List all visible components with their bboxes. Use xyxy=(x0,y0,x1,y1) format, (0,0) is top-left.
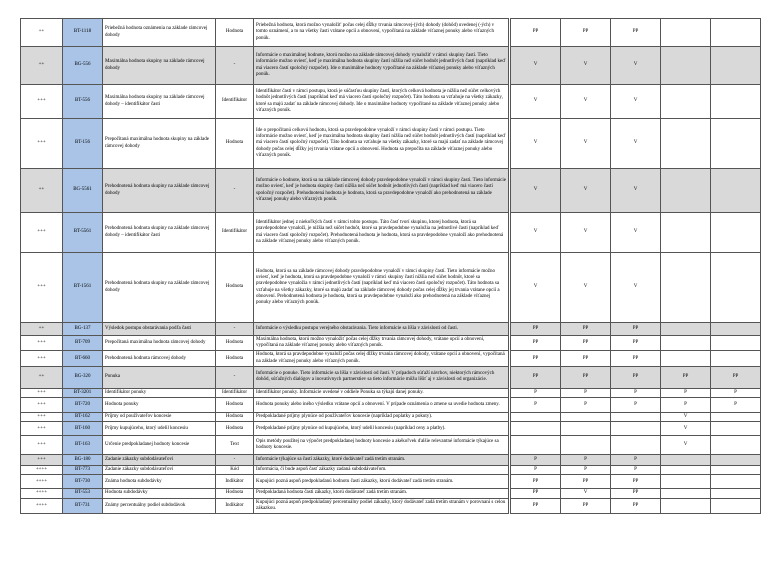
name-cell: Ponuka xyxy=(103,366,216,388)
type-cell: Hodnota xyxy=(216,351,254,366)
status-cell: PP xyxy=(561,336,611,351)
status-cell: PP xyxy=(611,323,661,336)
status-cell: V xyxy=(661,436,711,455)
id-cell: BT-162 xyxy=(63,413,103,422)
name-cell: Prepočítaná maximálna hodnota skupiny na základe rámcovej dohody xyxy=(103,119,216,169)
name-cell: Zadanie zákazky subdodávateľovi xyxy=(103,455,216,466)
description-cell: Informácie o výsledku postupu verejného obstarávania. Tieto informácie sa líšia v závislosti od časti. xyxy=(254,323,509,336)
status-cell: V xyxy=(561,47,611,85)
level-cell: +++ xyxy=(21,253,63,323)
name-cell: Prepočítaná maximálna hodnota rámcovej dohody xyxy=(103,336,216,351)
type-cell: Identifikátor xyxy=(216,388,254,397)
status-cell: PP xyxy=(611,351,661,366)
status-cell: V xyxy=(511,119,561,169)
type-cell: - xyxy=(216,366,254,388)
table-row xyxy=(21,498,761,513)
status-cell xyxy=(561,422,611,436)
id-cell: BT-773 xyxy=(63,466,103,475)
status-cell xyxy=(611,436,661,455)
id-cell: BT-163 xyxy=(63,436,103,455)
status-cell: V xyxy=(611,119,661,169)
type-cell: Hodnota xyxy=(216,422,254,436)
id-cell: BG-137 xyxy=(63,323,103,336)
status-cell: PP xyxy=(511,489,561,498)
status-cell: P xyxy=(511,388,561,397)
table-row xyxy=(21,47,761,85)
level-cell: +++ xyxy=(21,436,63,455)
status-cell: V xyxy=(511,253,561,323)
status-cell xyxy=(711,422,761,436)
table-row xyxy=(21,398,761,413)
description-cell: Hodnota ponuky alebo iného výsledku vrátane opcií a obnovení. V prípade oznámenia o zmene sa uvedie hodnota zmeny. xyxy=(254,398,509,413)
status-cell xyxy=(661,466,711,475)
description-cell: Predpokladaná hodnota časti zákazky, ktorú dodávateľ zadá tretím stranám. xyxy=(254,489,509,498)
status-cell: V xyxy=(511,169,561,213)
status-cell: PP xyxy=(611,475,661,489)
status-cell xyxy=(661,85,711,119)
table-row xyxy=(21,436,761,455)
status-cell xyxy=(711,85,761,119)
status-cell: P xyxy=(561,398,611,413)
description-cell: Predpokladané príjmy plynúce od kupujúceho, ktorý udelil koncesiu (napríklad ceny a platby). xyxy=(254,422,509,436)
description-cell: Kupujúci pozná aspoň predpokladaný percentuálny podiel zákazky, ktorý dodávateľ zadá tretím stranám v porovnaní s celou zákazkou. xyxy=(254,498,509,513)
status-cell xyxy=(661,213,711,253)
id-cell: BG-180 xyxy=(63,455,103,466)
type-cell: Text xyxy=(216,436,254,455)
type-cell: - xyxy=(216,47,254,85)
status-cell xyxy=(711,213,761,253)
level-cell: ++ xyxy=(21,169,63,213)
id-cell: BG-5561 xyxy=(63,169,103,213)
status-cell: P xyxy=(611,398,661,413)
id-cell: BT-660 xyxy=(63,351,103,366)
status-cell xyxy=(661,323,711,336)
level-cell: +++ xyxy=(21,388,63,397)
status-cell xyxy=(711,253,761,323)
description-cell: Identifikátor jednej z niekoľkých častí v rámci tohto postupu. Táto časť tvorí skupinu, ktorej hodnota, ktorá sa pravdepodobne vynaloží, je nižšia než súčet hodnôt, ktoré sa pravdepodobne vynaložia na jednotlivé časti (napríklad keď má viacero častí spoločný rozpočet). Prehodnotená hodnota je hodnota, ktorá sa pravdepodobne vynaloží ako prehodnotená na základe víťaznej ponuky alebo víťazných ponúk. xyxy=(254,213,509,253)
name-cell: Známa hodnota subdodávky xyxy=(103,475,216,489)
name-cell: Prehodnotená hodnota skupiny na základe rámcovej dohody xyxy=(103,253,216,323)
status-cell: V xyxy=(611,85,661,119)
level-cell: +++ xyxy=(21,398,63,413)
id-cell: BT-3201 xyxy=(63,388,103,397)
status-cell: PP xyxy=(511,498,561,513)
status-cell: P xyxy=(661,398,711,413)
name-cell: Prehodnotená hodnota skupiny na základe rámcovej dohody xyxy=(103,169,216,213)
table-row xyxy=(21,85,761,119)
document-page xyxy=(20,18,760,514)
type-cell: Hodnota xyxy=(216,19,254,47)
table-row xyxy=(21,422,761,436)
status-cell: V xyxy=(611,213,661,253)
level-cell: +++ xyxy=(21,351,63,366)
level-cell: ++++ xyxy=(21,498,63,513)
description-cell: Opis metódy použitej na výpočet predpokladanej hodnoty koncesie a akékoľvek ďalšie relevantné informácie týkajúce sa hodnoty koncesie. xyxy=(254,436,509,455)
requirements-table xyxy=(20,18,761,514)
table-body xyxy=(21,19,761,514)
status-cell: V xyxy=(561,253,611,323)
status-cell xyxy=(711,119,761,169)
status-cell: PP xyxy=(561,323,611,336)
status-cell: P xyxy=(511,398,561,413)
status-cell: PP xyxy=(561,475,611,489)
name-cell: Príjmy od používateľov koncesie xyxy=(103,413,216,422)
table-row xyxy=(21,323,761,336)
status-cell xyxy=(561,413,611,422)
description-cell: Ide o prepočítanú celkovú hodnotu, ktorá sa pravdepodobne vynaloží v rámci skupiny častí v rámci postupu. Tieto informácie možno uviesť, keď je maximálna hodnota skupiny častí nižšia než súčet hodnôt jednotlivých častí (napríklad keď má viacero častí spoločný rozpočet). Táto hodnota sa vzťahuje na všetky zákazky, ktoré sa majú zadať na základe rámcovej dohody počas celej dĺžky jej trvania vrátane opcií a obnovení. Hodnota sa prepočíta na základe víťaznej ponuky alebo víťazných ponúk. xyxy=(254,119,509,169)
level-cell: ++ xyxy=(21,366,63,388)
type-cell: Kód xyxy=(216,466,254,475)
status-cell: PP xyxy=(661,366,711,388)
description-cell: Kupujúci pozná aspoň predpokladanú hodnotu časti zákazky, ktorú dodávateľ zadá tretím stranám. xyxy=(254,475,509,489)
id-cell: BT-5561 xyxy=(63,213,103,253)
status-cell: P xyxy=(611,466,661,475)
status-cell: V xyxy=(661,413,711,422)
description-cell: Predpokladané príjmy plynúce od používateľov koncesie (napríklad poplatky a pokuty). xyxy=(254,413,509,422)
level-cell: +++ xyxy=(21,455,63,466)
status-cell: P xyxy=(711,398,761,413)
status-cell: PP xyxy=(511,336,561,351)
description-cell: Hodnota, ktorá sa na základe rámcovej dohody pravdepodobne vynaloží v rámci skupiny častí. Tieto informácie možno uviesť, keď je hodnota, ktorá sa pravdepodobne vynaloží v rámci skupiny častí nižšia než súčet hodnôt, ktoré sa pravdepodobne vynaložia v rámci jednotlivých častí (napríklad keď má viacero častí spoločný rozpočet). Táto hodnota sa vzťahuje na všetky zákazky, ktoré sa majú zadať na základe rámcovej dohody počas celej dĺžky jej trvania vrátane opcií a obnovení. Prehodnotená hodnota je hodnota, ktorá sa pravdepodobne vynaloží ako prehodnotená na základe víťaznej ponuky alebo víťazných ponúk. xyxy=(254,253,509,323)
name-cell: Prehodnotená hodnota skupiny na základe rámcovej dohody – identifikátor časti xyxy=(103,213,216,253)
level-cell: +++ xyxy=(21,413,63,422)
type-cell: Hodnota xyxy=(216,413,254,422)
table-row xyxy=(21,169,761,213)
id-cell: BT-709 xyxy=(63,336,103,351)
status-cell xyxy=(611,422,661,436)
status-cell xyxy=(711,436,761,455)
level-cell: +++ xyxy=(21,422,63,436)
table-row xyxy=(21,336,761,351)
status-cell: P xyxy=(561,388,611,397)
name-cell: Výsledok postupu obstarávania podľa časti xyxy=(103,323,216,336)
type-cell: - xyxy=(216,455,254,466)
level-cell: ++++ xyxy=(21,466,63,475)
status-cell xyxy=(661,351,711,366)
status-cell xyxy=(711,336,761,351)
status-cell xyxy=(711,19,761,47)
description-cell: Informácie o maximálnej hodnote, ktorú možno na základe rámcovej dohody vynaložit' v rámci skupiny častí. Tieto informácie možno uviesť, keď je maximálna hodnota skupiny častí nižšia než súčet hodnôt jednotlivých častí (napríklad keď má viacero častí spoločný rozpočet). Ide o maximálne hodnoty vypočítané na základe víťaznej ponuky alebo víťazných ponúk. xyxy=(254,47,509,85)
status-cell: P xyxy=(561,466,611,475)
status-cell xyxy=(661,253,711,323)
description-cell: Identifikátor časti v rámci postupu, ktorá je súčasťou skupiny častí, ktorých celková hodnota je nižšia než súčet celkových hodnôt jednotlivých častí (napríklad keď má viacero častí spoločný rozpočet). Táto hodnota sa vzťahuje na všetky zákazky, ktoré sa majú zadať na základe rámcovej dohody. Ide o maximálne hodnoty vypočítané na základe víťaznej ponuky alebo víťazných ponúk. xyxy=(254,85,509,119)
status-cell: PP xyxy=(511,475,561,489)
description-cell: Maximálna hodnota, ktorú možno vynaložiť počas celej dĺžky trvania rámcovej dohody, vrátane opcií a obnovení, vypočítaná na základe víťaznej ponuky alebo víťazných ponúk. xyxy=(254,336,509,351)
status-cell xyxy=(511,436,561,455)
status-cell: PP xyxy=(711,366,761,388)
status-cell: P xyxy=(661,388,711,397)
name-cell: Známy percentuálny podiel subdodávok xyxy=(103,498,216,513)
table-row xyxy=(21,413,761,422)
table-row xyxy=(21,253,761,323)
status-cell xyxy=(661,455,711,466)
status-cell xyxy=(661,169,711,213)
type-cell: Hodnota xyxy=(216,489,254,498)
table-row xyxy=(21,119,761,169)
status-cell xyxy=(711,169,761,213)
description-cell: Hodnota, ktorá sa pravdepodobne vynaloží počas celej dĺžky trvania rámcovej dohody, vrátane opcií a obnovení, vypočítaná na základe víťaznej ponuky alebo víťazných ponúk. xyxy=(254,351,509,366)
status-cell: V xyxy=(511,85,561,119)
name-cell: Maximálna hodnota skupiny na základe rámcovej dohody – identifikátor časti xyxy=(103,85,216,119)
type-cell: Identifikátor xyxy=(216,213,254,253)
type-cell: Indikátor xyxy=(216,498,254,513)
status-cell: V xyxy=(511,213,561,253)
status-cell: PP xyxy=(611,489,661,498)
status-cell: V xyxy=(611,253,661,323)
type-cell: - xyxy=(216,323,254,336)
table-row xyxy=(21,351,761,366)
id-cell: BT-1118 xyxy=(63,19,103,47)
name-cell: Určenie predpokladanej hodnoty koncesie xyxy=(103,436,216,455)
status-cell: V xyxy=(661,422,711,436)
status-cell: V xyxy=(561,213,611,253)
level-cell: +++ xyxy=(21,213,63,253)
description-cell: Informácie týkajúce sa častí zákazky, ktoré dodávateľ zadá tretím stranám. xyxy=(254,455,509,466)
status-cell: P xyxy=(511,466,561,475)
status-cell xyxy=(711,323,761,336)
level-cell: +++ xyxy=(21,119,63,169)
id-cell: BG-556 xyxy=(63,47,103,85)
name-cell: Zadanie zákazky subdodávateľovi xyxy=(103,466,216,475)
status-cell: V xyxy=(561,85,611,119)
status-cell xyxy=(661,498,711,513)
id-cell: BT-731 xyxy=(63,498,103,513)
table-row xyxy=(21,475,761,489)
status-cell: V xyxy=(561,489,611,498)
description-cell: Informácie o hodnote, ktorá sa na základe rámcovej dohody pravdepodobne vynaloží v rámci skupiny častí. Tieto informácie možno uviesť, keď je hodnota skupiny častí nižšia než súčet hodnôt jednotlivých častí (napríklad keď má viacero častí spoločný rozpočet). Prehodnotená hodnota je hodnota, ktorá sa pravdepodobne vynaloží ako prehodnotená na základe víťaznej ponuky alebo víťazných ponúk. xyxy=(254,169,509,213)
name-cell: Príjmy kupujúceho, ktorý udelil koncesiu xyxy=(103,422,216,436)
status-cell: PP xyxy=(511,366,561,388)
status-cell xyxy=(661,489,711,498)
level-cell: +++ xyxy=(21,85,63,119)
id-cell: BT-156 xyxy=(63,119,103,169)
status-cell: P xyxy=(711,388,761,397)
name-cell: Prehodnotená hodnota rámcovej dohody xyxy=(103,351,216,366)
status-cell: V xyxy=(511,47,561,85)
level-cell: ++++ xyxy=(21,475,63,489)
id-cell: BT-730 xyxy=(63,475,103,489)
type-cell: Hodnota xyxy=(216,253,254,323)
id-cell: BT-556 xyxy=(63,85,103,119)
status-cell xyxy=(511,413,561,422)
status-cell xyxy=(661,119,711,169)
status-cell: PP xyxy=(611,336,661,351)
type-cell: Hodnota xyxy=(216,398,254,413)
table-row xyxy=(21,388,761,397)
status-cell: V xyxy=(611,47,661,85)
name-cell: Hodnota subdodávky xyxy=(103,489,216,498)
status-cell: PP xyxy=(611,366,661,388)
table-row xyxy=(21,489,761,498)
id-cell: BT-720 xyxy=(63,398,103,413)
table-row xyxy=(21,213,761,253)
table-row xyxy=(21,466,761,475)
status-cell: PP xyxy=(561,351,611,366)
level-cell: ++++ xyxy=(21,489,63,498)
status-cell: P xyxy=(611,388,661,397)
description-cell: Priebežná hodnota, ktorá možno vynaložit' počas celej dĺžky trvania rámcovej-(ých) dohody (dohôd) uvedenej (-ých) v tomto oznámení, a to na všetky časti vrátane opcií a obnovení, vypočítaná na základe víťaznej ponuky alebo víťazných ponúk. xyxy=(254,19,509,47)
description-cell: Informácie o ponuke. Tieto informácie sa líšia v závislosti od časti. V prípadoch súťaží návrhov, niektorých rámcových dohôd, súťažných dialógov a inovatívnych partnerstiev sa tieto informácie môžu líšiť aj v závislosti od organizácie. xyxy=(254,366,509,388)
status-cell xyxy=(661,336,711,351)
status-cell xyxy=(711,498,761,513)
status-cell xyxy=(711,466,761,475)
status-cell: PP xyxy=(511,19,561,47)
description-cell: Informácia, či bude aspoň časť zákazky zadaná subdodávateľom. xyxy=(254,466,509,475)
table-row xyxy=(21,366,761,388)
type-cell: - xyxy=(216,169,254,213)
type-cell: Identifikátor xyxy=(216,85,254,119)
status-cell xyxy=(711,47,761,85)
type-cell: Hodnota xyxy=(216,336,254,351)
status-cell: P xyxy=(511,455,561,466)
status-cell xyxy=(711,475,761,489)
table-row xyxy=(21,19,761,47)
table-row xyxy=(21,455,761,466)
id-cell: BT-553 xyxy=(63,489,103,498)
name-cell: Identifikátor ponuky xyxy=(103,388,216,397)
status-cell: P xyxy=(561,455,611,466)
id-cell: BT-1561 xyxy=(63,253,103,323)
level-cell: ++ xyxy=(21,323,63,336)
level-cell: ++ xyxy=(21,47,63,85)
status-cell xyxy=(511,422,561,436)
status-cell xyxy=(711,351,761,366)
status-cell xyxy=(661,19,711,47)
status-cell xyxy=(661,475,711,489)
id-cell: BT-160 xyxy=(63,422,103,436)
status-cell: PP xyxy=(561,498,611,513)
status-cell xyxy=(711,455,761,466)
type-cell: Indikátor xyxy=(216,475,254,489)
status-cell: V xyxy=(611,169,661,213)
status-cell xyxy=(561,436,611,455)
status-cell: PP xyxy=(561,366,611,388)
name-cell: Hodnota ponuky xyxy=(103,398,216,413)
status-cell: PP xyxy=(611,19,661,47)
status-cell xyxy=(661,47,711,85)
status-cell: V xyxy=(561,119,611,169)
status-cell: V xyxy=(561,169,611,213)
id-cell: BG-320 xyxy=(63,366,103,388)
status-cell: P xyxy=(611,455,661,466)
status-cell xyxy=(711,413,761,422)
status-cell xyxy=(611,413,661,422)
name-cell: Maximálna hodnota skupiny na základe rámcovej dohody xyxy=(103,47,216,85)
level-cell: ++ xyxy=(21,19,63,47)
status-cell: PP xyxy=(511,351,561,366)
level-cell: +++ xyxy=(21,336,63,351)
name-cell: Priebežná hodnota oznámenia na základe rámcovej dohody xyxy=(103,19,216,47)
description-cell: Identifikátor ponuky. Informácie uvedené v oddiele Ponuka sa týkajú danej ponuky. xyxy=(254,388,509,397)
status-cell: PP xyxy=(561,19,611,47)
status-cell: PP xyxy=(511,323,561,336)
status-cell xyxy=(711,489,761,498)
type-cell: Hodnota xyxy=(216,119,254,169)
status-cell: PP xyxy=(611,498,661,513)
